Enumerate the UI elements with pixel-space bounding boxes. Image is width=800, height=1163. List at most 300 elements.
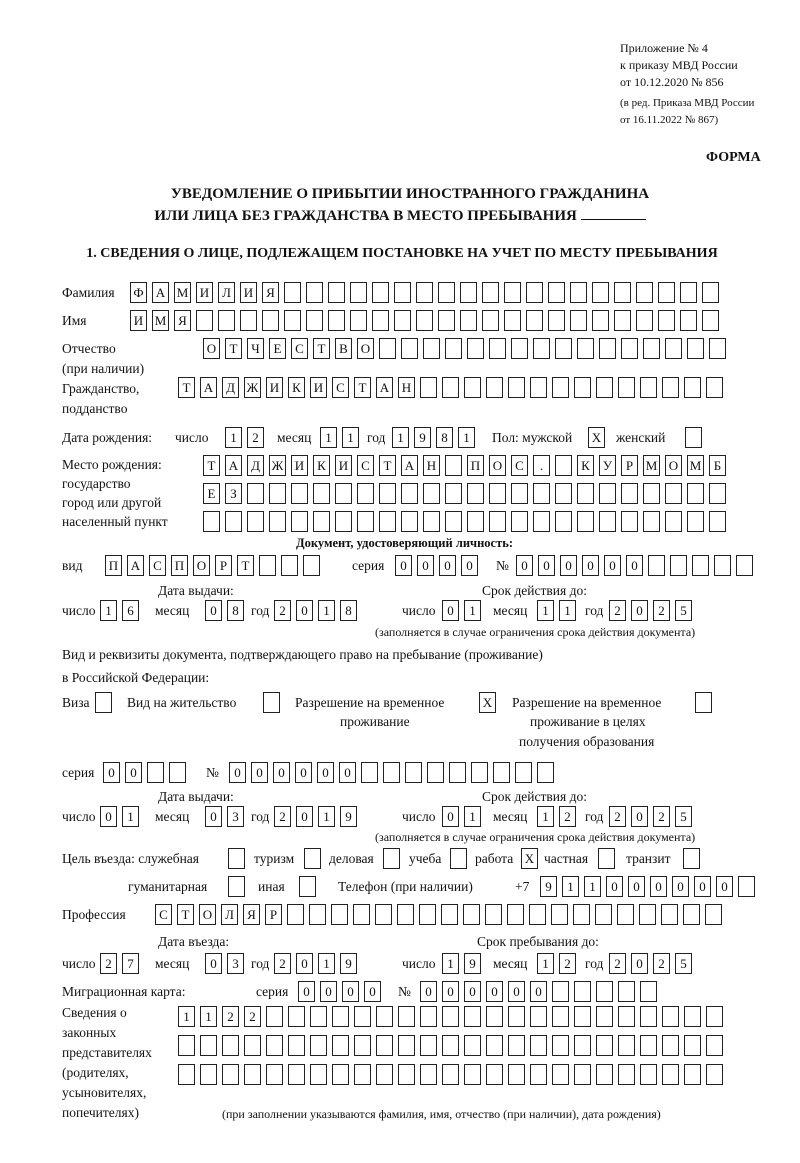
char-cell[interactable] (354, 1035, 371, 1056)
char-cell[interactable] (222, 1035, 239, 1056)
purpose-business-checkbox[interactable] (383, 848, 400, 869)
char-cell[interactable]: И (196, 282, 213, 303)
stay-month-field[interactable] (537, 953, 576, 974)
migration-number-field[interactable] (420, 981, 657, 1002)
char-cell[interactable]: 2 (274, 806, 291, 827)
birth-place-field-1[interactable] (203, 455, 726, 476)
char-cell[interactable]: 0 (251, 762, 268, 783)
char-cell[interactable] (530, 1006, 547, 1027)
char-cell[interactable]: . (533, 455, 550, 476)
char-cell[interactable] (353, 904, 370, 925)
char-cell[interactable]: 0 (508, 981, 525, 1002)
char-cell[interactable]: 0 (604, 555, 621, 576)
stay-issue-month-field[interactable] (205, 806, 244, 827)
char-cell[interactable] (533, 338, 550, 359)
char-cell[interactable] (662, 1064, 679, 1085)
char-cell[interactable]: 2 (274, 600, 291, 621)
char-cell[interactable]: 0 (442, 981, 459, 1002)
char-cell[interactable]: 0 (100, 806, 117, 827)
birth-month-field[interactable] (320, 427, 359, 448)
char-cell[interactable]: 0 (417, 555, 434, 576)
char-cell[interactable] (95, 692, 112, 713)
char-cell[interactable]: 9 (414, 427, 431, 448)
char-cell[interactable] (640, 1064, 657, 1085)
char-cell[interactable] (709, 483, 726, 504)
char-cell[interactable]: К (577, 455, 594, 476)
id-valid-day-field[interactable] (442, 600, 481, 621)
char-cell[interactable] (551, 904, 568, 925)
char-cell[interactable] (379, 483, 396, 504)
char-cell[interactable]: 1 (318, 600, 335, 621)
char-cell[interactable]: Р (265, 904, 282, 925)
char-cell[interactable]: Е (203, 483, 220, 504)
char-cell[interactable]: Т (354, 377, 371, 398)
reps-field-3[interactable] (178, 1064, 723, 1085)
char-cell[interactable] (577, 338, 594, 359)
char-cell[interactable]: 0 (442, 600, 459, 621)
char-cell[interactable]: 1 (320, 427, 337, 448)
char-cell[interactable] (687, 483, 704, 504)
char-cell[interactable]: 1 (537, 600, 554, 621)
char-cell[interactable] (489, 483, 506, 504)
char-cell[interactable] (552, 1006, 569, 1027)
char-cell[interactable]: X (479, 692, 496, 713)
id-valid-year-field[interactable] (609, 600, 692, 621)
char-cell[interactable] (552, 981, 569, 1002)
char-cell[interactable]: 1 (225, 427, 242, 448)
visa-checkbox[interactable] (95, 692, 112, 713)
char-cell[interactable] (706, 377, 723, 398)
char-cell[interactable] (548, 282, 565, 303)
char-cell[interactable] (398, 1006, 415, 1027)
char-cell[interactable] (419, 904, 436, 925)
char-cell[interactable] (445, 455, 462, 476)
char-cell[interactable]: Ч (247, 338, 264, 359)
char-cell[interactable]: 1 (559, 600, 576, 621)
char-cell[interactable] (687, 338, 704, 359)
char-cell[interactable]: 1 (178, 1006, 195, 1027)
char-cell[interactable] (169, 762, 186, 783)
char-cell[interactable] (304, 848, 321, 869)
char-cell[interactable]: О (489, 455, 506, 476)
citizenship-field[interactable] (178, 377, 723, 398)
char-cell[interactable] (450, 848, 467, 869)
char-cell[interactable] (636, 282, 653, 303)
char-cell[interactable] (574, 981, 591, 1002)
char-cell[interactable] (244, 1035, 261, 1056)
char-cell[interactable] (266, 1035, 283, 1056)
char-cell[interactable] (361, 762, 378, 783)
char-cell[interactable]: В (335, 338, 352, 359)
char-cell[interactable] (379, 511, 396, 532)
purpose-work-checkbox[interactable] (521, 848, 538, 869)
char-cell[interactable] (665, 511, 682, 532)
char-cell[interactable] (702, 282, 719, 303)
char-cell[interactable] (240, 310, 257, 331)
char-cell[interactable] (423, 483, 440, 504)
char-cell[interactable]: А (401, 455, 418, 476)
char-cell[interactable] (621, 511, 638, 532)
sex-male-checkbox[interactable] (588, 427, 605, 448)
char-cell[interactable] (684, 1064, 701, 1085)
char-cell[interactable] (530, 1064, 547, 1085)
char-cell[interactable] (383, 762, 400, 783)
char-cell[interactable]: 2 (559, 806, 576, 827)
char-cell[interactable] (335, 483, 352, 504)
char-cell[interactable]: 1 (537, 953, 554, 974)
birth-place-field-2[interactable] (203, 483, 726, 504)
char-cell[interactable]: 8 (436, 427, 453, 448)
char-cell[interactable] (595, 904, 612, 925)
char-cell[interactable] (200, 1035, 217, 1056)
char-cell[interactable] (303, 555, 320, 576)
char-cell[interactable] (401, 511, 418, 532)
char-cell[interactable] (706, 1006, 723, 1027)
char-cell[interactable] (665, 338, 682, 359)
char-cell[interactable] (398, 1035, 415, 1056)
char-cell[interactable] (640, 981, 657, 1002)
entry-month-field[interactable] (205, 953, 244, 974)
char-cell[interactable] (376, 1006, 393, 1027)
char-cell[interactable]: 0 (650, 876, 667, 897)
char-cell[interactable] (306, 282, 323, 303)
char-cell[interactable]: 5 (675, 600, 692, 621)
char-cell[interactable]: 1 (464, 806, 481, 827)
purpose-humanitarian-checkbox[interactable] (228, 876, 245, 897)
char-cell[interactable]: И (266, 377, 283, 398)
char-cell[interactable]: П (467, 455, 484, 476)
char-cell[interactable] (464, 1064, 481, 1085)
temp-permit-checkbox[interactable] (479, 692, 496, 713)
char-cell[interactable] (621, 338, 638, 359)
char-cell[interactable] (376, 1035, 393, 1056)
surname-field[interactable] (130, 282, 719, 303)
char-cell[interactable] (529, 904, 546, 925)
char-cell[interactable] (445, 511, 462, 532)
char-cell[interactable] (555, 511, 572, 532)
char-cell[interactable] (442, 1064, 459, 1085)
char-cell[interactable] (658, 310, 675, 331)
char-cell[interactable] (486, 1064, 503, 1085)
char-cell[interactable] (372, 282, 389, 303)
char-cell[interactable]: 2 (609, 806, 626, 827)
char-cell[interactable]: 2 (559, 953, 576, 974)
char-cell[interactable]: 6 (122, 600, 139, 621)
char-cell[interactable]: Д (247, 455, 264, 476)
char-cell[interactable] (420, 1064, 437, 1085)
char-cell[interactable]: О (193, 555, 210, 576)
char-cell[interactable] (420, 1006, 437, 1027)
char-cell[interactable]: 0 (205, 600, 222, 621)
char-cell[interactable]: П (171, 555, 188, 576)
char-cell[interactable]: А (127, 555, 144, 576)
char-cell[interactable] (489, 338, 506, 359)
stay-issue-day-field[interactable] (100, 806, 139, 827)
char-cell[interactable] (687, 511, 704, 532)
char-cell[interactable]: 0 (205, 806, 222, 827)
char-cell[interactable] (394, 282, 411, 303)
char-cell[interactable] (350, 310, 367, 331)
char-cell[interactable] (552, 1064, 569, 1085)
char-cell[interactable]: 0 (628, 876, 645, 897)
char-cell[interactable] (441, 904, 458, 925)
birth-year-field[interactable] (392, 427, 475, 448)
char-cell[interactable] (665, 483, 682, 504)
char-cell[interactable] (486, 1006, 503, 1027)
char-cell[interactable] (310, 1035, 327, 1056)
char-cell[interactable] (511, 338, 528, 359)
char-cell[interactable] (196, 310, 213, 331)
char-cell[interactable] (639, 904, 656, 925)
char-cell[interactable] (577, 483, 594, 504)
char-cell[interactable] (178, 1035, 195, 1056)
char-cell[interactable]: Н (398, 377, 415, 398)
char-cell[interactable]: С (511, 455, 528, 476)
purpose-other-checkbox[interactable] (299, 876, 316, 897)
char-cell[interactable] (332, 1064, 349, 1085)
char-cell[interactable]: 1 (392, 427, 409, 448)
char-cell[interactable] (662, 1035, 679, 1056)
char-cell[interactable] (508, 1035, 525, 1056)
char-cell[interactable]: 2 (274, 953, 291, 974)
char-cell[interactable] (397, 904, 414, 925)
char-cell[interactable]: М (152, 310, 169, 331)
char-cell[interactable]: С (155, 904, 172, 925)
char-cell[interactable]: 0 (631, 600, 648, 621)
char-cell[interactable] (420, 1035, 437, 1056)
char-cell[interactable]: 2 (247, 427, 264, 448)
char-cell[interactable]: 0 (205, 953, 222, 974)
char-cell[interactable] (706, 1035, 723, 1056)
char-cell[interactable]: Р (215, 555, 232, 576)
name-field[interactable] (130, 310, 719, 331)
char-cell[interactable] (692, 555, 709, 576)
id-number-field[interactable] (516, 555, 753, 576)
char-cell[interactable]: 1 (584, 876, 601, 897)
char-cell[interactable] (328, 282, 345, 303)
char-cell[interactable]: 0 (442, 806, 459, 827)
char-cell[interactable] (661, 904, 678, 925)
char-cell[interactable] (482, 310, 499, 331)
char-cell[interactable] (555, 483, 572, 504)
char-cell[interactable] (573, 904, 590, 925)
char-cell[interactable]: Р (621, 455, 638, 476)
char-cell[interactable]: 5 (675, 953, 692, 974)
char-cell[interactable]: 1 (458, 427, 475, 448)
char-cell[interactable] (618, 377, 635, 398)
char-cell[interactable]: И (291, 455, 308, 476)
char-cell[interactable]: О (199, 904, 216, 925)
char-cell[interactable] (504, 310, 521, 331)
char-cell[interactable] (618, 1035, 635, 1056)
char-cell[interactable]: 0 (672, 876, 689, 897)
char-cell[interactable]: 1 (442, 953, 459, 974)
stay-valid-month-field[interactable] (537, 806, 576, 827)
char-cell[interactable] (375, 904, 392, 925)
entry-day-field[interactable] (100, 953, 139, 974)
char-cell[interactable]: 9 (540, 876, 557, 897)
char-cell[interactable] (599, 511, 616, 532)
char-cell[interactable] (281, 555, 298, 576)
char-cell[interactable] (486, 1035, 503, 1056)
phone-field[interactable] (540, 876, 755, 897)
char-cell[interactable] (511, 511, 528, 532)
profession-field[interactable] (155, 904, 722, 925)
char-cell[interactable] (596, 1006, 613, 1027)
char-cell[interactable] (332, 1006, 349, 1027)
char-cell[interactable] (247, 511, 264, 532)
char-cell[interactable]: 0 (464, 981, 481, 1002)
char-cell[interactable] (489, 511, 506, 532)
char-cell[interactable]: 7 (122, 953, 139, 974)
char-cell[interactable] (372, 310, 389, 331)
char-cell[interactable] (291, 511, 308, 532)
char-cell[interactable] (306, 310, 323, 331)
char-cell[interactable]: П (105, 555, 122, 576)
char-cell[interactable] (288, 1006, 305, 1027)
residence-permit-checkbox[interactable] (263, 692, 280, 713)
char-cell[interactable]: Л (221, 904, 238, 925)
id-valid-month-field[interactable] (537, 600, 576, 621)
char-cell[interactable]: 0 (273, 762, 290, 783)
purpose-service-checkbox[interactable] (228, 848, 245, 869)
char-cell[interactable]: Е (269, 338, 286, 359)
char-cell[interactable] (706, 1064, 723, 1085)
char-cell[interactable] (262, 310, 279, 331)
id-issue-year-field[interactable] (274, 600, 357, 621)
char-cell[interactable] (570, 282, 587, 303)
char-cell[interactable] (423, 511, 440, 532)
char-cell[interactable] (354, 1006, 371, 1027)
char-cell[interactable]: Т (203, 455, 220, 476)
char-cell[interactable]: 2 (244, 1006, 261, 1027)
char-cell[interactable]: 0 (582, 555, 599, 576)
char-cell[interactable]: 1 (318, 953, 335, 974)
char-cell[interactable]: А (225, 455, 242, 476)
char-cell[interactable] (599, 483, 616, 504)
char-cell[interactable] (442, 1006, 459, 1027)
char-cell[interactable]: 2 (653, 953, 670, 974)
char-cell[interactable] (596, 1064, 613, 1085)
char-cell[interactable]: А (200, 377, 217, 398)
char-cell[interactable]: О (203, 338, 220, 359)
char-cell[interactable] (416, 310, 433, 331)
char-cell[interactable]: М (643, 455, 660, 476)
char-cell[interactable]: 0 (342, 981, 359, 1002)
char-cell[interactable] (533, 483, 550, 504)
char-cell[interactable] (266, 1006, 283, 1027)
char-cell[interactable]: 0 (296, 953, 313, 974)
char-cell[interactable]: 0 (395, 555, 412, 576)
char-cell[interactable]: 0 (420, 981, 437, 1002)
reps-field-2[interactable] (178, 1035, 723, 1056)
char-cell[interactable] (614, 282, 631, 303)
char-cell[interactable] (467, 511, 484, 532)
char-cell[interactable]: И (310, 377, 327, 398)
char-cell[interactable] (577, 511, 594, 532)
char-cell[interactable] (401, 483, 418, 504)
char-cell[interactable] (200, 1064, 217, 1085)
char-cell[interactable]: О (357, 338, 374, 359)
char-cell[interactable]: Т (225, 338, 242, 359)
char-cell[interactable] (621, 483, 638, 504)
char-cell[interactable] (640, 1035, 657, 1056)
char-cell[interactable]: М (687, 455, 704, 476)
char-cell[interactable] (269, 483, 286, 504)
char-cell[interactable] (310, 1006, 327, 1027)
char-cell[interactable] (178, 1064, 195, 1085)
char-cell[interactable]: С (357, 455, 374, 476)
char-cell[interactable] (228, 848, 245, 869)
char-cell[interactable]: У (599, 455, 616, 476)
char-cell[interactable] (463, 904, 480, 925)
char-cell[interactable] (618, 1064, 635, 1085)
char-cell[interactable]: 9 (464, 953, 481, 974)
char-cell[interactable] (533, 511, 550, 532)
char-cell[interactable] (599, 338, 616, 359)
char-cell[interactable] (684, 1035, 701, 1056)
char-cell[interactable] (537, 762, 554, 783)
char-cell[interactable]: 2 (100, 953, 117, 974)
char-cell[interactable]: 1 (562, 876, 579, 897)
char-cell[interactable] (420, 377, 437, 398)
char-cell[interactable] (618, 1006, 635, 1027)
purpose-tourism-checkbox[interactable] (304, 848, 321, 869)
char-cell[interactable]: 1 (100, 600, 117, 621)
char-cell[interactable] (555, 338, 572, 359)
char-cell[interactable] (309, 904, 326, 925)
char-cell[interactable] (427, 762, 444, 783)
char-cell[interactable] (228, 876, 245, 897)
char-cell[interactable]: 2 (653, 600, 670, 621)
char-cell[interactable]: 0 (103, 762, 120, 783)
char-cell[interactable] (598, 848, 615, 869)
char-cell[interactable] (736, 555, 753, 576)
entry-year-field[interactable] (274, 953, 357, 974)
char-cell[interactable]: Ж (244, 377, 261, 398)
char-cell[interactable] (618, 981, 635, 1002)
char-cell[interactable]: М (174, 282, 191, 303)
char-cell[interactable] (684, 1006, 701, 1027)
char-cell[interactable] (464, 1035, 481, 1056)
char-cell[interactable]: 0 (560, 555, 577, 576)
char-cell[interactable] (222, 1064, 239, 1085)
char-cell[interactable] (592, 282, 609, 303)
char-cell[interactable]: 2 (609, 953, 626, 974)
char-cell[interactable] (460, 282, 477, 303)
char-cell[interactable] (709, 338, 726, 359)
char-cell[interactable]: Т (379, 455, 396, 476)
char-cell[interactable]: Т (177, 904, 194, 925)
stay-year-field[interactable] (609, 953, 692, 974)
char-cell[interactable]: 2 (653, 806, 670, 827)
char-cell[interactable] (508, 1064, 525, 1085)
char-cell[interactable]: 0 (125, 762, 142, 783)
char-cell[interactable] (464, 377, 481, 398)
char-cell[interactable]: Л (218, 282, 235, 303)
char-cell[interactable]: И (335, 455, 352, 476)
char-cell[interactable] (570, 310, 587, 331)
char-cell[interactable] (640, 1006, 657, 1027)
char-cell[interactable] (636, 310, 653, 331)
char-cell[interactable] (288, 1035, 305, 1056)
char-cell[interactable] (423, 338, 440, 359)
sex-female-checkbox[interactable] (685, 427, 702, 448)
char-cell[interactable] (485, 904, 502, 925)
char-cell[interactable]: И (130, 310, 147, 331)
char-cell[interactable] (515, 762, 532, 783)
char-cell[interactable] (643, 338, 660, 359)
